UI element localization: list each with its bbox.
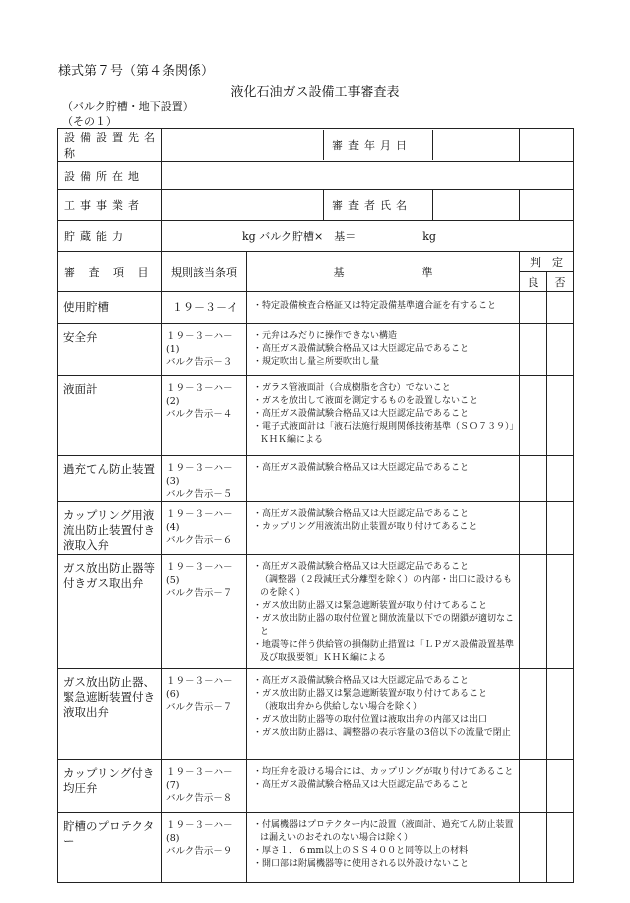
criteria-line: ・ガラス管液面計（合成樹脂を含む）でないこと: [253, 383, 451, 393]
criteria-cell: [247, 760, 520, 813]
law-reference: １９－３－ハ－(4) バルク告示－６: [162, 502, 247, 555]
law-reference: １９－３－イ: [162, 292, 247, 324]
criteria-line: ・カップリング用液流出防止装置が取り付けてあること: [253, 522, 478, 532]
criteria-cell: [247, 669, 520, 760]
criteria-line: ・高圧ガス設備試験合格品又は大臣認定品であること: [253, 344, 470, 354]
law-reference: １９－３－ハ－(7) バルク告示－８: [162, 760, 247, 813]
criteria-line: ・開口部は附属機器等に使用される以外設けないこと: [253, 859, 470, 869]
review-item: ガス放出防止器等付きガス取出弁: [58, 555, 162, 669]
review-item: 安全弁: [58, 324, 162, 376]
criteria-line: ・ガス放出防止器又は緊急遮断装置が取り付けてあること （液取出弁から供給しない場合を除く）: [253, 689, 488, 712]
table-row: [58, 813, 574, 883]
judgment-bad-cell[interactable]: [547, 456, 574, 502]
criteria-line: ・高圧ガス設備試験合格品又は大臣認定品であること （調整器（２段減圧式分離型を除く）の内部・出口に設けるものを除く）: [253, 562, 513, 598]
table-row: [58, 669, 574, 760]
review-item: 使用貯槽: [58, 292, 162, 324]
criteria-line: ・高圧ガス設備試験合格品又は大臣認定品であること: [253, 409, 470, 419]
site-name-label: 設備設置先名称: [58, 129, 162, 162]
criteria-cell: [247, 324, 520, 376]
judgment-good-cell[interactable]: [520, 292, 547, 324]
law-reference: １９－３－ハ－(3) バルク告示－５: [162, 456, 247, 502]
criteria-line: ・電子式液面計は「液石法施行規則関係技術基準（ＳＯ７３９）」ＫＨＫ編による: [253, 422, 515, 445]
review-date-label: 審査年月日: [323, 130, 432, 160]
subtitle-part: （その１）: [62, 115, 117, 128]
criteria-line: ・ガス放出防止器等の取付位置は液取出弁の内部又は出口: [253, 715, 488, 725]
criteria-line: ・厚さ１．６mm以上のＳＳ４００と同等以上の材料: [253, 846, 469, 856]
capacity-value[interactable]: kg バルク貯槽× 基＝ kg: [162, 221, 574, 252]
judgment-bad-cell[interactable]: [547, 760, 574, 813]
judgment-good-cell[interactable]: [520, 324, 547, 376]
judgment-good-cell[interactable]: [520, 760, 547, 813]
criteria-cell: [247, 292, 520, 324]
contractor-field[interactable]: [162, 190, 520, 221]
criteria-line: ・特定設備検査合格証又は特定設備基準適合証を有すること: [253, 300, 497, 311]
reviewer-field[interactable]: [520, 190, 574, 221]
column-header-judgment: 判 定: [520, 252, 574, 272]
review-item: 過充てん防止装置: [58, 456, 162, 502]
criteria-line: ・規定吹出し量≧所要吹出し量: [253, 357, 380, 367]
judgment-bad-cell[interactable]: [547, 502, 574, 555]
document-title: 液化石油ガス設備工事審査表: [230, 85, 400, 100]
criteria-cell: [247, 376, 520, 456]
reviewer-label: 審査者氏名: [323, 190, 432, 220]
column-header-good: 良: [520, 272, 547, 292]
table-row: [58, 376, 574, 456]
review-date-field[interactable]: [520, 129, 574, 162]
judgment-bad-cell[interactable]: [547, 292, 574, 324]
law-reference: １９－３－ハ－(1) バルク告示－３: [162, 324, 247, 376]
location-label: 設備所在地: [58, 162, 162, 190]
column-header-item: 審 査 項 目: [58, 252, 162, 292]
law-reference: １９－３－ハ－(6) バルク告示－７: [162, 669, 247, 760]
table-row: [58, 760, 574, 813]
criteria-line: ・高圧ガス設備試験合格品又は大臣認定品であること: [253, 509, 470, 519]
site-name-field[interactable]: [162, 129, 520, 162]
criteria-line: ・付属機器はプロテクター内に設置（液面計、過充てん防止装置は漏えいのおそれのない場合は除く）: [253, 820, 514, 843]
law-reference: １９－３－ハ－(2) バルク告示－４: [162, 376, 247, 456]
table-row: [58, 324, 574, 376]
review-item: カップリング用液流出防止装置付き液取入弁: [58, 502, 162, 555]
judgment-bad-cell[interactable]: [547, 813, 574, 883]
criteria-cell: [247, 502, 520, 555]
criteria-line: ・ガス放出防止器は、調整器の表示容量の3倍以下の流量で閉止: [253, 728, 511, 738]
contractor-label: 工事事業者: [58, 190, 162, 221]
subtitle-installation-type: （バルク貯槽・地下設置）: [62, 100, 194, 113]
judgment-good-cell[interactable]: [520, 669, 547, 760]
criteria-line: ・高圧ガス設備試験合格品又は大臣認定品であること: [253, 676, 470, 686]
capacity-label: 貯蔵能力: [58, 221, 162, 252]
judgment-bad-cell[interactable]: [547, 324, 574, 376]
judgment-good-cell[interactable]: [520, 555, 547, 669]
judgment-good-cell[interactable]: [520, 376, 547, 456]
criteria-line: ・高圧ガス設備試験合格品又は大臣認定品であること: [253, 780, 470, 790]
judgment-bad-cell[interactable]: [547, 555, 574, 669]
criteria-line: ・地震等に伴う供給管の損傷防止措置は「ＬＰガス設備設置基準及び取扱要領」ＫＨＫ編による: [253, 640, 515, 663]
review-item: ガス放出防止器、緊急遮断装置付き液取出弁: [58, 669, 162, 760]
judgment-good-cell[interactable]: [520, 502, 547, 555]
column-header-law: 規則該当条項: [162, 252, 247, 292]
criteria-cell: [247, 813, 520, 883]
criteria-line: ・ガスを放出して液面を測定するものを設置しないこと: [253, 396, 479, 406]
table-row: [58, 555, 574, 669]
review-item: 貯槽のプロテクター: [58, 813, 162, 883]
law-reference: １９－３－ハ－(5) バルク告示－７: [162, 555, 247, 669]
table-row: [58, 456, 574, 502]
column-header-bad: 否: [547, 272, 574, 292]
table-row: [58, 292, 574, 324]
judgment-good-cell[interactable]: [520, 456, 547, 502]
judgment-good-cell[interactable]: [520, 813, 547, 883]
criteria-line: ・元弁はみだりに操作できない構造: [253, 331, 398, 341]
form-number: 様式第７号（第４条関係）: [58, 64, 215, 79]
table-row: [58, 502, 574, 555]
judgment-bad-cell[interactable]: [547, 376, 574, 456]
criteria-line: ・ガス放出防止器の取付位置と開放流量以下での閉鎖が適切なこと: [253, 614, 515, 637]
location-field[interactable]: [162, 162, 574, 190]
judgment-bad-cell[interactable]: [547, 669, 574, 760]
review-item: カップリング付き均圧弁: [58, 760, 162, 813]
criteria-cell: [247, 456, 520, 502]
criteria-line: ・均圧弁を設ける場合には、カップリングが取り付けてあること: [253, 767, 514, 777]
criteria-cell: [247, 555, 520, 669]
criteria-line: ・ガス放出防止器又は緊急遮断装置が取り付けてあること: [253, 601, 488, 611]
review-table: [57, 128, 574, 883]
column-header-criteria: 基 準: [247, 252, 520, 292]
law-reference: １９－３－ハ－(8) バルク告示－９: [162, 813, 247, 883]
review-item: 液面計: [58, 376, 162, 456]
criteria-line: ・高圧ガス設備試験合格品又は大臣認定品であること: [253, 463, 470, 473]
